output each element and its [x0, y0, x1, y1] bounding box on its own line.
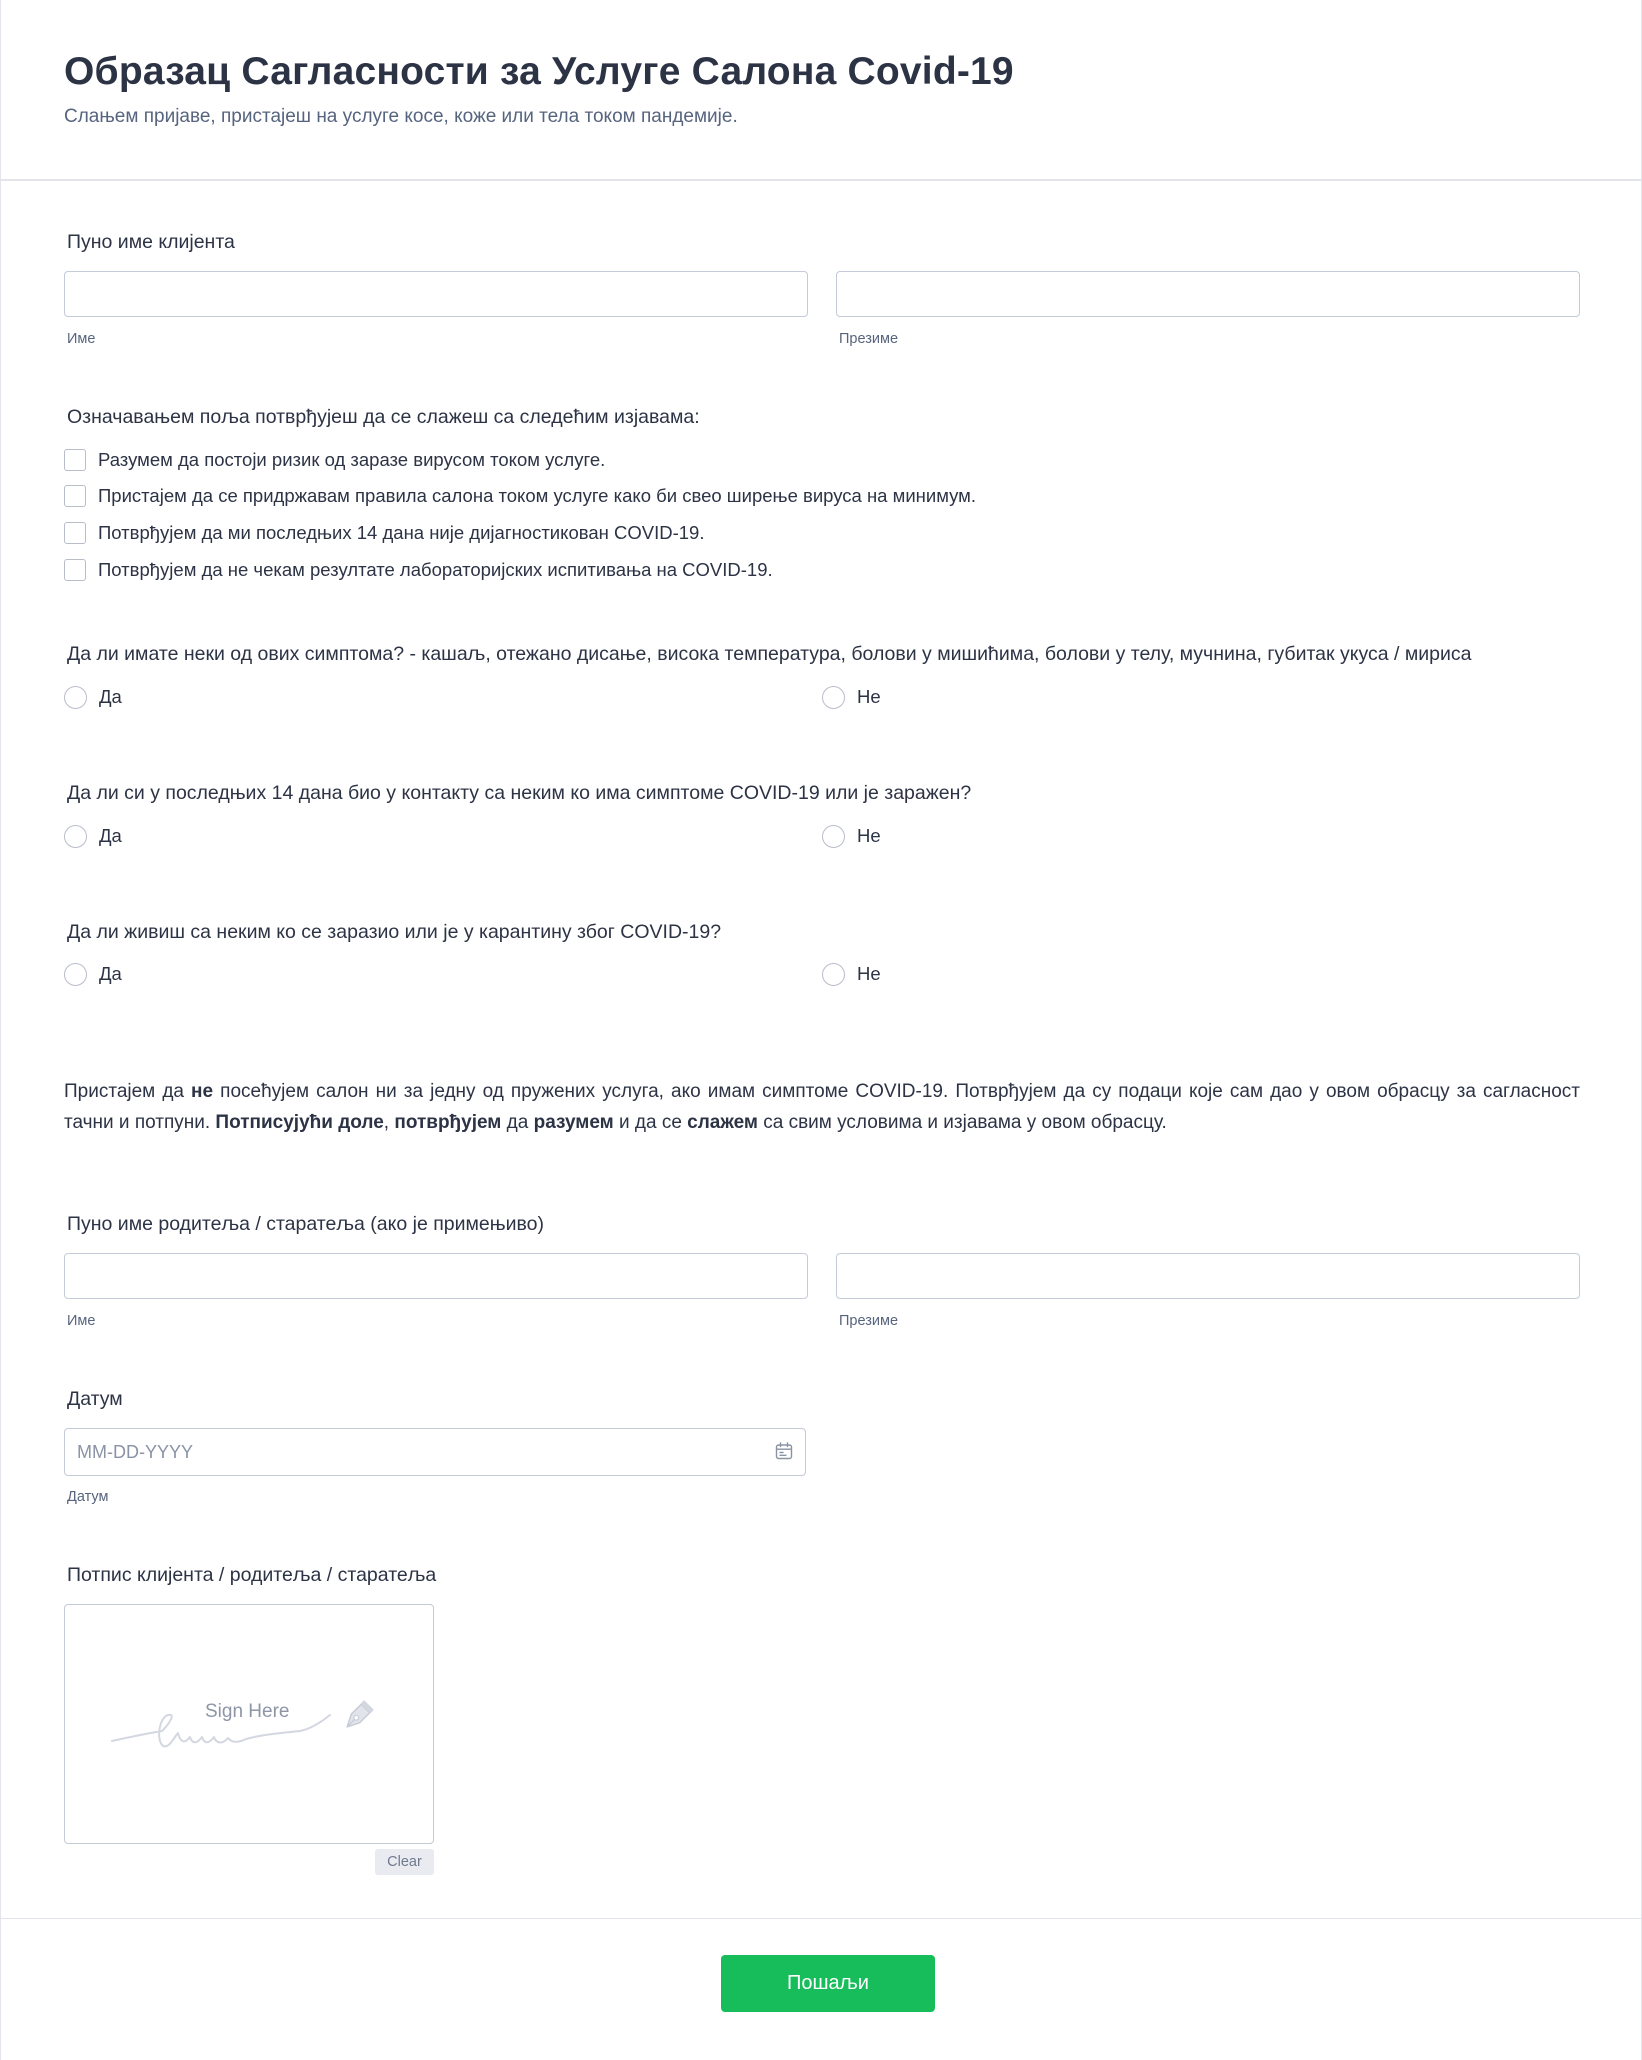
- signature-pad[interactable]: [64, 1604, 434, 1844]
- checkbox[interactable]: [64, 559, 86, 581]
- checkbox[interactable]: [64, 449, 86, 471]
- household-question-label: Да ли живиш са неким ко се заразио или је у карантину због COVID-19?: [67, 921, 722, 943]
- contact-yes-option[interactable]: [64, 823, 122, 849]
- sign-here-hint: Sign Here: [205, 1701, 290, 1722]
- checkbox-label: Потврђујем да ми последњих 14 дана није дијагностикован COVID-19.: [98, 522, 705, 543]
- checkbox-label: Пристајем да се придржавам правила салона током услуге како би свео ширење вируса на минимум.: [98, 485, 977, 506]
- date-label: Датум: [67, 1388, 123, 1410]
- symptoms-yes-option[interactable]: [64, 684, 122, 710]
- radio-button[interactable]: [822, 825, 845, 848]
- client-last-name-input[interactable]: [836, 271, 1580, 317]
- clear-signature-button[interactable]: Clear: [375, 1849, 434, 1875]
- agreements-label: Означавањем поља потврђујеш да се слажеш са следећим изјавама:: [67, 406, 700, 428]
- contact-question-label: Да ли си у последњих 14 дана био у контакту са неким ко има симптоме COVID-19 или је заражен?: [67, 782, 972, 804]
- guardian-last-name-input[interactable]: [836, 1253, 1580, 1299]
- guardian-name-label: Пуно име родитеља / старатеља (ако је примењиво): [67, 1213, 544, 1235]
- radio-button[interactable]: [64, 825, 87, 848]
- guardian-first-name-sublabel: Име: [67, 1313, 96, 1329]
- radio-label: Не: [857, 825, 881, 846]
- checkbox[interactable]: [64, 485, 86, 507]
- radio-button[interactable]: [64, 963, 87, 986]
- form-subtitle: Слањем пријаве, пристајеш на услуге косе, коже или тела током пандемије.: [64, 106, 738, 127]
- guardian-first-name-input[interactable]: [64, 1253, 808, 1299]
- calendar-icon[interactable]: [775, 1442, 793, 1460]
- household-no-option[interactable]: [822, 961, 881, 987]
- symptoms-no-option[interactable]: [822, 684, 881, 710]
- checkbox-label: Потврђујем да не чекам резултате лабораторијских испитивања на COVID-19.: [98, 559, 773, 580]
- agreement-checkbox-row[interactable]: [64, 557, 773, 583]
- guardian-last-name-sublabel: Презиме: [839, 1313, 899, 1329]
- consent-paragraph: Пристајем да не посећујем салон ни за једну од пружених услуга, ако имам симптоме COVID-19. Потврђујем да су подаци које сам дао у овом обрасцу за сагласност тачни и потпуни. Потписујући доле, потврђујем да разумем и да се слажем са свим условима и изјавама у овом обрасцу.: [64, 1081, 1580, 1133]
- client-last-name-sublabel: Презиме: [839, 331, 899, 347]
- client-first-name-input[interactable]: [64, 271, 808, 317]
- symptoms-question-label: Да ли имате неки од ових симптома? - кашаљ, отежано дисање, висока температура, болови у мишићима, болови у телу, мучнина, губитак укуса / мириса: [67, 643, 1472, 665]
- date-input[interactable]: [64, 1428, 806, 1476]
- radio-label: Не: [857, 686, 881, 707]
- household-yes-option[interactable]: [64, 961, 122, 987]
- radio-label: Да: [99, 963, 122, 984]
- checkbox-label: Разумем да постоји ризик од заразе вирусом током услуге.: [98, 449, 606, 470]
- pen-nib-icon: [337, 1697, 377, 1737]
- date-field: [64, 1428, 806, 1476]
- radio-button[interactable]: [64, 686, 87, 709]
- radio-label: Да: [99, 686, 122, 707]
- client-name-label: Пуно име клијента: [67, 231, 235, 253]
- checkbox[interactable]: [64, 522, 86, 544]
- radio-label: Не: [857, 963, 881, 984]
- form-title: Образац Сагласности за Услуге Салона Covid-19: [64, 50, 1014, 93]
- form-header: [1, 0, 1641, 181]
- radio-button[interactable]: [822, 686, 845, 709]
- radio-button[interactable]: [822, 963, 845, 986]
- submit-button[interactable]: Пошаљи: [721, 1955, 935, 2012]
- agreement-checkbox-row[interactable]: [64, 447, 605, 473]
- radio-label: Да: [99, 825, 122, 846]
- date-sublabel: Датум: [67, 1489, 109, 1505]
- contact-no-option[interactable]: [822, 823, 881, 849]
- signature-label: Потпис клијента / родитеља / старатеља: [67, 1564, 437, 1586]
- form-footer: [1, 1918, 1641, 2060]
- client-first-name-sublabel: Име: [67, 331, 96, 347]
- agreement-checkbox-row[interactable]: [64, 520, 704, 546]
- agreement-checkbox-row[interactable]: [64, 483, 976, 509]
